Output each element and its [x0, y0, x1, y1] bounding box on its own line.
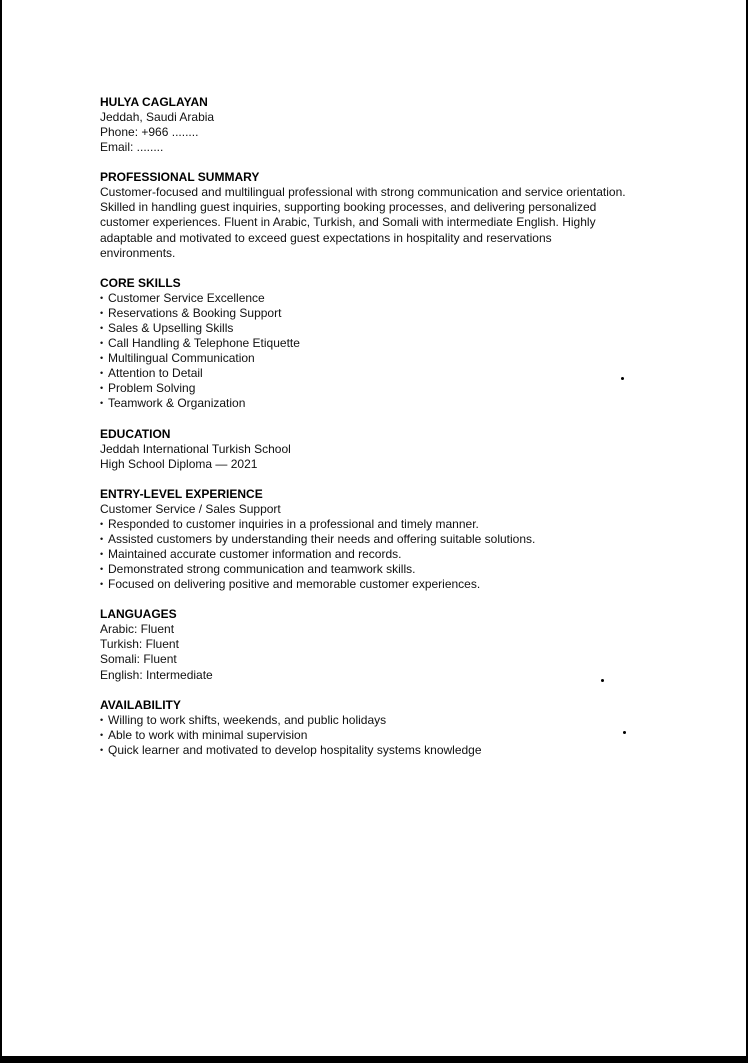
- email-text: Email: ........: [100, 140, 164, 155]
- list-item: • Responded to customer inquiries in a professional and timely manner.: [100, 517, 680, 532]
- languages-heading: LANGUAGES: [100, 607, 177, 622]
- list-item: • Maintained accurate customer information and records.: [100, 547, 680, 562]
- list-item: • Sales & Upselling Skills: [100, 321, 680, 336]
- experience-role: Customer Service / Sales Support: [100, 501, 281, 516]
- skills-heading: CORE SKILLS: [100, 275, 181, 290]
- resume-page: [2, 0, 746, 1056]
- summary-line: customer experiences. Fluent in Arabic, Turkish, and Somali with intermediate English. Highly: [100, 215, 596, 230]
- summary-line: Customer-focused and multilingual professional with strong communication and service orientation.: [100, 185, 626, 200]
- language-item: English: Intermediate: [100, 667, 213, 682]
- experience-list: [100, 517, 680, 592]
- list-item: • Focused on delivering positive and memorable customer experiences.: [100, 577, 680, 592]
- summary-line: Skilled in handling guest inquiries, supporting booking processes, and delivering personalized: [100, 200, 597, 215]
- list-item: • Teamwork & Organization: [100, 396, 680, 411]
- stray-dot: [621, 377, 624, 380]
- phone-text: Phone: +966 ........: [100, 125, 199, 140]
- list-item: • Call Handling & Telephone Etiquette: [100, 336, 680, 351]
- experience-section: [100, 487, 680, 593]
- location-text: Jeddah, Saudi Arabia: [100, 110, 215, 124]
- summary-section: [100, 170, 680, 260]
- list-item: • Attention to Detail: [100, 366, 680, 381]
- experience-heading: ENTRY-LEVEL EXPERIENCE: [100, 486, 263, 501]
- availability-heading: AVAILABILITY: [100, 697, 181, 712]
- candidate-name: HULYA CAGLAYAN: [100, 95, 208, 109]
- school-name: Jeddah International Turkish School: [100, 441, 291, 456]
- list-item: • Able to work with minimal supervision: [100, 728, 680, 743]
- list-item: • Willing to work shifts, weekends, and public holidays: [100, 713, 680, 728]
- list-item: • Multilingual Communication: [100, 351, 680, 366]
- summary-line: adaptable and motivated to exceed guest expectations in hospitality and reservations: [100, 230, 552, 245]
- education-heading: EDUCATION: [100, 426, 171, 441]
- skills-list: [100, 291, 680, 412]
- stray-dot: [601, 679, 604, 682]
- list-item: • Quick learner and motivated to develop hospitality systems knowledge: [100, 743, 680, 758]
- language-item: Turkish: Fluent: [100, 637, 179, 652]
- list-item: • Customer Service Excellence: [100, 291, 680, 306]
- language-item: Arabic: Fluent: [100, 622, 175, 637]
- summary-heading: PROFESSIONAL SUMMARY: [100, 170, 260, 185]
- diploma-text: High School Diploma — 2021: [100, 456, 258, 471]
- list-item: • Assisted customers by understanding their needs and offering suitable solutions.: [100, 532, 680, 547]
- languages-section: [100, 607, 680, 682]
- list-item: • Reservations & Booking Support: [100, 306, 680, 321]
- availability-section: [100, 698, 680, 758]
- list-item: • Problem Solving: [100, 381, 680, 396]
- contact-section: [100, 95, 680, 155]
- stray-dot: [623, 731, 626, 734]
- availability-list: [100, 713, 680, 758]
- list-item: • Demonstrated strong communication and teamwork skills.: [100, 562, 680, 577]
- skills-section: [100, 276, 680, 412]
- education-section: [100, 427, 680, 472]
- resume-content: [100, 95, 680, 773]
- language-item: Somali: Fluent: [100, 652, 177, 667]
- summary-line: environments.: [100, 245, 176, 260]
